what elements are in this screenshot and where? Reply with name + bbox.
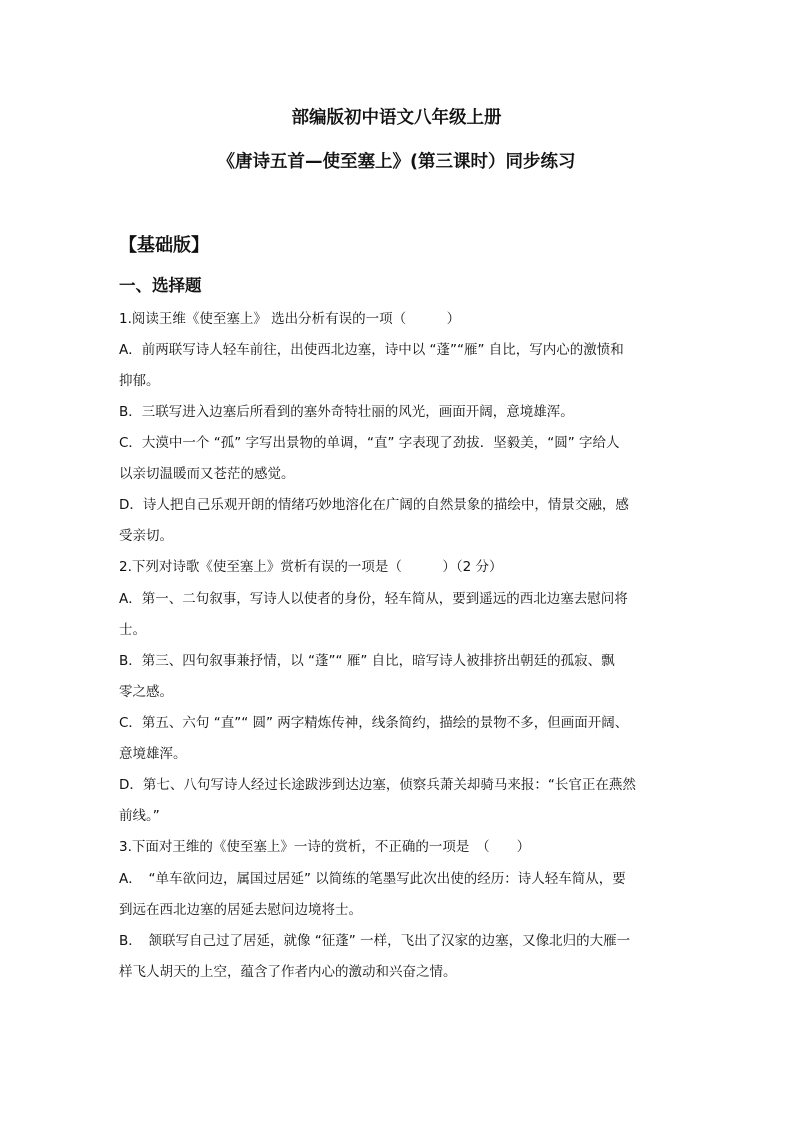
question-1-option-b: B．三联写进入边塞后所看到的塞外奇特壮丽的风光，画面开阔，意境雄浑。 (119, 404, 574, 420)
question-3-option-a: A． “单车欲问边，属国过居延” 以简练的笔墨写此次出使的经历：诗人轻车简从，要 (119, 871, 626, 887)
question-1-option-d: D．诗人把自己乐观开朗的情绪巧妙地溶化在广阔的自然景象的描绘中，情景交融，感 (119, 497, 629, 513)
question-1-option-a-cont: 抑郁。 (119, 373, 160, 389)
section-level-heading: 【基础版】 (119, 235, 209, 256)
question-3-option-b-cont: 样飞人胡天的上空，蕴含了作者内心的激动和兴奋之情。 (119, 964, 457, 980)
question-3-option-a-cont: 到远在西北边塞的居延去慰问边境将士。 (119, 902, 362, 918)
question-3-option-b: B． 颔联写自己过了居延，就像 “征蓬” 一样，飞出了汉家的边塞，又像北归的大雁一 (119, 933, 631, 949)
question-2-option-b-cont: 零之感。 (119, 684, 173, 700)
question-1-option-c-cont: 以亲切温暖而又苍茫的感觉。 (119, 466, 295, 482)
question-1-option-c: C．大漠中一个 “孤” 字写出景物的单调，“直” 字表现了劲拔．坚毅美，“圆” 字给人 (119, 435, 620, 451)
document-subtitle: 《唐诗五首—使至塞上》(第三课时）同步练习 (217, 152, 576, 172)
question-2-option-c-cont: 意境雄浑。 (119, 746, 187, 762)
question-2-option-b: B．第三、四句叙事兼抒情，以 “蓬”“ 雁” 自比，暗写诗人被排挤出朝廷的孤寂、飘 (119, 653, 615, 669)
question-2-stem: 2.下列对诗歌《使至塞上》赏析有误的一项是（ ）（2 分） (119, 559, 503, 575)
question-1-option-d-cont: 受亲切。 (119, 528, 173, 544)
question-2-option-a-cont: 士。 (119, 622, 146, 638)
section-heading-choice: 一、选择题 (119, 276, 202, 295)
question-2-option-d: D．第七、八句写诗人经过长途跋涉到达边塞，侦察兵萧关却骑马来报：“长官正在燕然 (119, 777, 636, 793)
question-2-option-c: C．第五、六句 “直”“ 圆” 两字精炼传神，线条简约，描绘的景物不多，但画面开阔、 (119, 715, 629, 731)
question-1-stem: 1.阅读王维《使至塞上》 选出分析有误的一项（ ） (119, 311, 461, 327)
question-1-option-a: A．前两联写诗人轻车前往，出使西北边塞，诗中以 “蓬”“雁” 自比，写内心的激愤和 (119, 342, 624, 358)
question-2-option-a: A．第一、二句叙事，写诗人以使者的身份，轻车简从，要到遥远的西北边塞去慰问将 (119, 591, 628, 607)
question-2-option-d-cont: 前线。” (119, 808, 160, 824)
question-3-stem: 3.下面对王维的《使至塞上》一诗的赏析，不正确的一项是 （ ） (119, 839, 531, 855)
document-title: 部编版初中语文八年级上册 (291, 108, 502, 128)
